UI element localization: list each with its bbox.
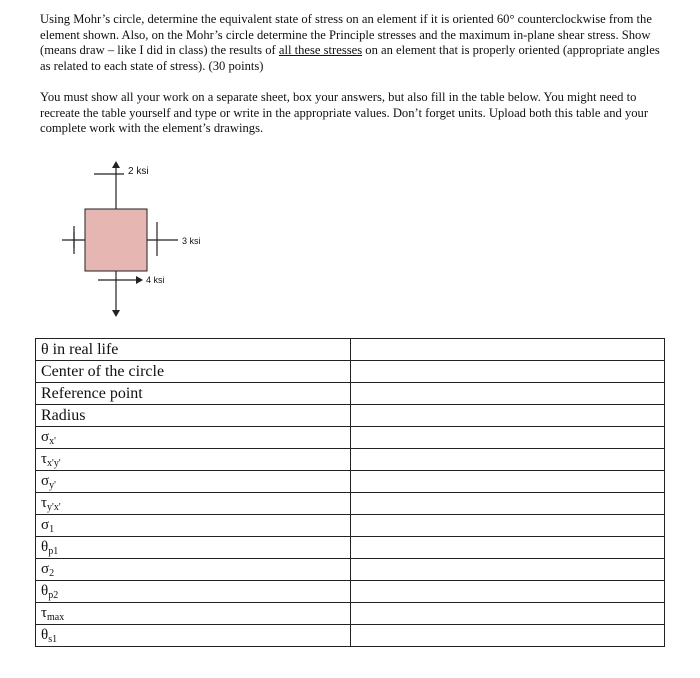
instructions-paragraph [40, 12, 664, 74]
stress-element-diagram [60, 152, 230, 322]
answer-cell[interactable] [350, 603, 665, 625]
quantity-label: τ [41, 451, 48, 467]
quantity-subscript: y'x' [47, 502, 61, 513]
quantity-label-cell [36, 471, 351, 493]
quantity-label: Radius [41, 406, 86, 424]
answer-cell[interactable] [350, 449, 665, 471]
table-row [36, 581, 665, 603]
quantity-subscript: x' [49, 436, 56, 447]
answer-cell[interactable] [350, 559, 665, 581]
answer-cell[interactable] [350, 625, 665, 647]
quantity-label: θ in real life [41, 340, 119, 358]
quantity-label: θ [41, 627, 49, 643]
table-row [36, 449, 665, 471]
table-row [36, 405, 665, 427]
table-row [36, 471, 665, 493]
quantity-label: σ [41, 561, 50, 577]
answer-cell[interactable] [350, 383, 665, 405]
answer-cell[interactable] [350, 515, 665, 537]
quantity-subscript: x'y' [47, 458, 61, 469]
table-row [36, 361, 665, 383]
answers-table [35, 338, 665, 647]
quantity-label-cell [36, 493, 351, 515]
answer-cell[interactable] [350, 471, 665, 493]
quantity-subscript: y' [49, 480, 56, 491]
answer-cell[interactable] [350, 405, 665, 427]
quantity-subscript: 1 [49, 524, 55, 535]
quantity-label-cell [36, 581, 351, 603]
table-row [36, 625, 665, 647]
right-stress-label: 3 ksi [182, 236, 201, 246]
quantity-subscript: 2 [49, 568, 55, 579]
quantity-label: Center of the circle [41, 362, 165, 380]
quantity-label: τ [41, 495, 48, 511]
table-row [36, 559, 665, 581]
answer-cell[interactable] [350, 581, 665, 603]
shear-stress-label: 4 ksi [146, 275, 165, 285]
stress-element-square [85, 209, 147, 271]
quantity-subscript: p2 [48, 590, 59, 601]
quantity-label-cell [36, 339, 351, 361]
table-row [36, 515, 665, 537]
quantity-label: σ [41, 473, 50, 489]
top-stress-label: 2 ksi [128, 166, 149, 177]
table-row [36, 339, 665, 361]
table-row [36, 383, 665, 405]
table-row [36, 537, 665, 559]
answer-cell[interactable] [350, 537, 665, 559]
instructions-underlined-text: all these stresses [278, 43, 363, 57]
quantity-label: Reference point [41, 384, 143, 402]
instructions-text-end: on an element that is properly oriented (appropriate angles as related to each state of stress). (30 points) [40, 43, 660, 73]
answer-cell[interactable] [350, 493, 665, 515]
quantity-subscript: s1 [48, 634, 58, 645]
table-row [36, 427, 665, 449]
quantity-subscript: max [47, 612, 65, 623]
quantity-label-cell [36, 405, 351, 427]
quantity-label-cell [36, 537, 351, 559]
answer-cell[interactable] [350, 427, 665, 449]
submission-paragraph: You must show all your work on a separate sheet, box your answers, but also fill in the table below. You might need to recreate the table yourself and type or write in the appropriate values. Don’t forget units. Upload both this table and your complete work with the element’s drawings. [40, 90, 649, 135]
table-row [36, 493, 665, 515]
quantity-subscript: p1 [48, 546, 59, 557]
quantity-label-cell [36, 559, 351, 581]
quantity-label: σ [41, 517, 50, 533]
answer-cell[interactable] [350, 339, 665, 361]
quantity-label-cell [36, 383, 351, 405]
quantity-label-cell [36, 427, 351, 449]
answer-cell[interactable] [350, 361, 665, 383]
quantity-label-cell [36, 449, 351, 471]
quantity-label-cell [36, 625, 351, 647]
instructions-text-start: Using Mohr’s circle, determine the equivalent state of stress on an element if it is oriented 60° counterclockwise from the element shown. Also, on the Mohr’s circle determine the Principle stresses and the maximum in-plane shear stress. Show (means draw – like I did in class) the results of [40, 12, 652, 57]
table-row [36, 603, 665, 625]
quantity-label-cell [36, 515, 351, 537]
quantity-label: σ [41, 429, 50, 445]
quantity-label: τ [41, 605, 48, 621]
quantity-label-cell [36, 361, 351, 383]
quantity-label: θ [41, 583, 49, 599]
quantity-label: θ [41, 539, 49, 555]
quantity-label-cell [36, 603, 351, 625]
